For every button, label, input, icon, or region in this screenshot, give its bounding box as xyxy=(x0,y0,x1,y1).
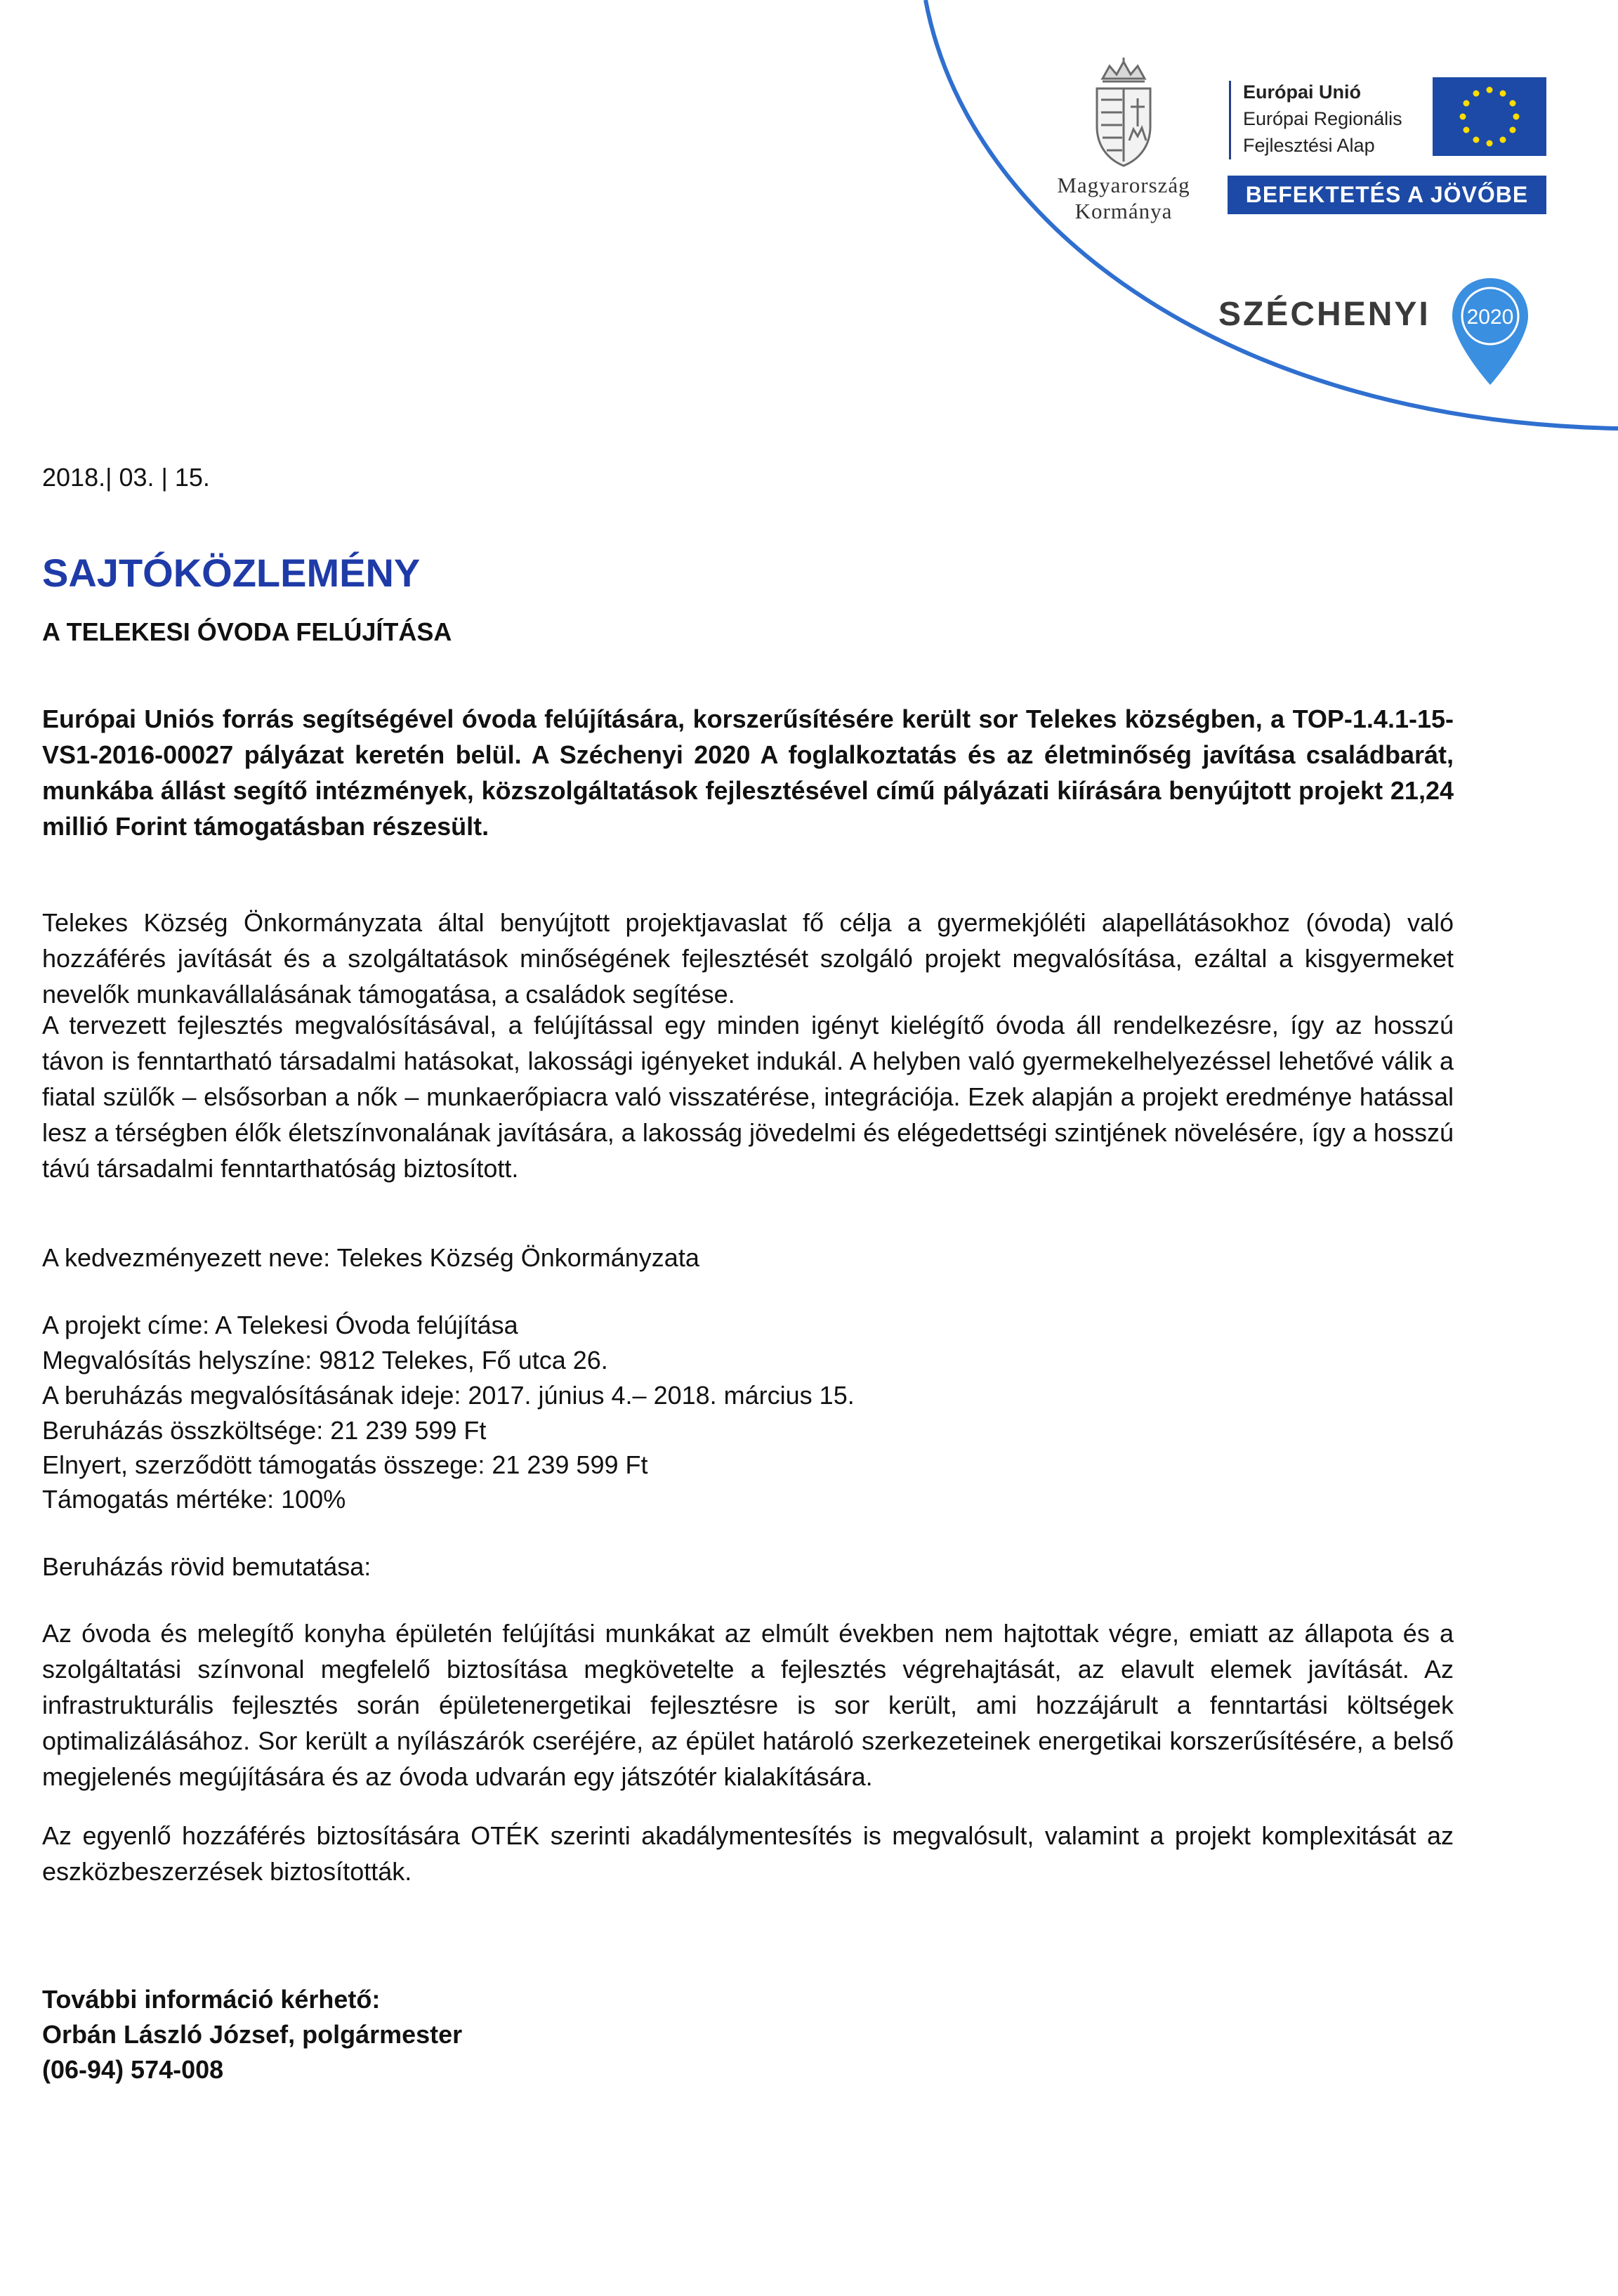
lead-paragraph: Európai Uniós forrás segítségével óvoda felújítására, korszerűsítésére került sor Telekes községben, a TOP-1.4.1-15-VS1-2016-00027 pályázat keretén belül. A Széchenyi 2020 A foglalkoztatás és az életminőség javítása családbarát, munkába állást segítő intézmények, közszolgáltatások fejlesztésével című pályázati kiírására benyújtott projekt 21,24 millió Forint támogatásban részesült. xyxy=(42,704,1454,841)
page-title: SAJTÓKÖZLEMÉNY xyxy=(42,551,421,595)
contact-block xyxy=(42,1982,885,2087)
body-paragraph-2: A tervezett fejlesztés megvalósításával, a felújítással egy minden igényt kielégítő óvoda áll rendelkezésre, így az hosszú távon is fenntartható társadalmi hatásokat, lakossági igényeket indukál. A helyben való gyermekelhelyezéssel lehetővé válik a fiatal szülők – elsősorban a nők – munkaerőpiacra való visszatérése, integrációja. Ezek alapján a projekt eredménye hatással lesz a térségben élők életszínvonalának javítására, a lakosság jövedelmi és elégedettségi szintjének növelésére, így a hosszú távú társadalmi fenntarthatóság biztosított. xyxy=(42,1011,1454,1183)
government-name-line2: Kormánya xyxy=(1074,199,1173,223)
government-name-line1: Magyarország xyxy=(1057,173,1190,197)
szechenyi-number: 2020 xyxy=(1466,306,1514,329)
eu-name: Európai Unió xyxy=(1243,81,1361,103)
total-cost-line: Beruházás összköltsége: 21 239 599 Ft xyxy=(42,1416,487,1445)
invest-in-future-banner: BEFEKTETÉS A JÖVŐBE xyxy=(1228,176,1546,214)
summary-paragraph-1: Az óvoda és melegítő konyha épületén felújítási munkákat az elmúlt években nem hajtottak végre, emiatt az állapota és a szolgáltatási színvonal megfelelő biztosítása megkövetelte a fejlesztés végrehajtását, az elavult elemek javítását. Az infrastrukturális fejlesztés során épületenergetikai fejlesztésre is sor került, ami hozzájárult a fenntartási költségek optimalizálásához. Sor került a nyílászárók cseréjére, az épület határoló szerkezeteinek energetikai korszerűsítésére, a belső megjelenés megújítására és az óvoda udvarán egy játszótér kialakítására. xyxy=(42,1619,1454,1791)
header-arc xyxy=(0,0,1618,464)
eu-flag-icon xyxy=(1433,77,1546,156)
body-paragraph-1: Telekes Község Önkormányzata által benyújtott projektjavaslat fő célja a gyermekjóléti alapellátásokhoz (óvoda) való hozzáférés javítását és a szolgáltatások minőségének fejlesztését szolgáló projekt megvalósítása, ezáltal a kisgyermeket nevelők munkavállalásának támogatása, a családok segítése. xyxy=(42,908,1454,1009)
location-line: Megvalósítás helyszíne: 9812 Telekes, Fő utca 26. xyxy=(42,1346,608,1375)
support-rate-line: Támogatás mértéke: 100% xyxy=(42,1485,346,1514)
contact-label: További információ kérhető: xyxy=(42,1985,381,2014)
eu-divider xyxy=(1229,81,1231,159)
summary-heading: Beruházás rövid bemutatása: xyxy=(42,1552,371,1581)
eu-fund-line1: Európai Regionális xyxy=(1243,108,1402,129)
document-date: 2018.| 03. | 15. xyxy=(42,463,210,492)
beneficiary-line: A kedvezményezett neve: Telekes Község Önkormányzata xyxy=(42,1243,699,1272)
project-title-line: A projekt címe: A Telekesi Óvoda felújítása xyxy=(42,1311,518,1339)
page-subtitle: A TELEKESI ÓVODA FELÚJÍTÁSA xyxy=(42,617,452,646)
eu-fund-name xyxy=(1243,79,1419,159)
location-pin-icon xyxy=(1448,275,1532,388)
contact-phone: (06-94) 574-008 xyxy=(42,2055,224,2084)
contact-name: Orbán László József, polgármester xyxy=(42,2020,463,2049)
government-name xyxy=(1032,172,1215,224)
szechenyi-wordmark: SZÉCHENYI xyxy=(1218,296,1430,333)
grant-amount-line: Elnyert, szerződött támogatás összege: 21 239 599 Ft xyxy=(42,1450,648,1479)
summary-paragraph-2: Az egyenlő hozzáférés biztosítására OTÉK szerinti akadálymentesítés is megvalósult, valamint a projekt komplexitását az eszközbeszerzések biztosították. xyxy=(42,1821,1454,1886)
period-line: A beruházás megvalósításának ideje: 2017. június 4.– 2018. március 15. xyxy=(42,1381,855,1410)
eu-fund-line2: Fejlesztési Alap xyxy=(1243,135,1375,156)
hungarian-coat-of-arms-icon xyxy=(1074,56,1173,169)
